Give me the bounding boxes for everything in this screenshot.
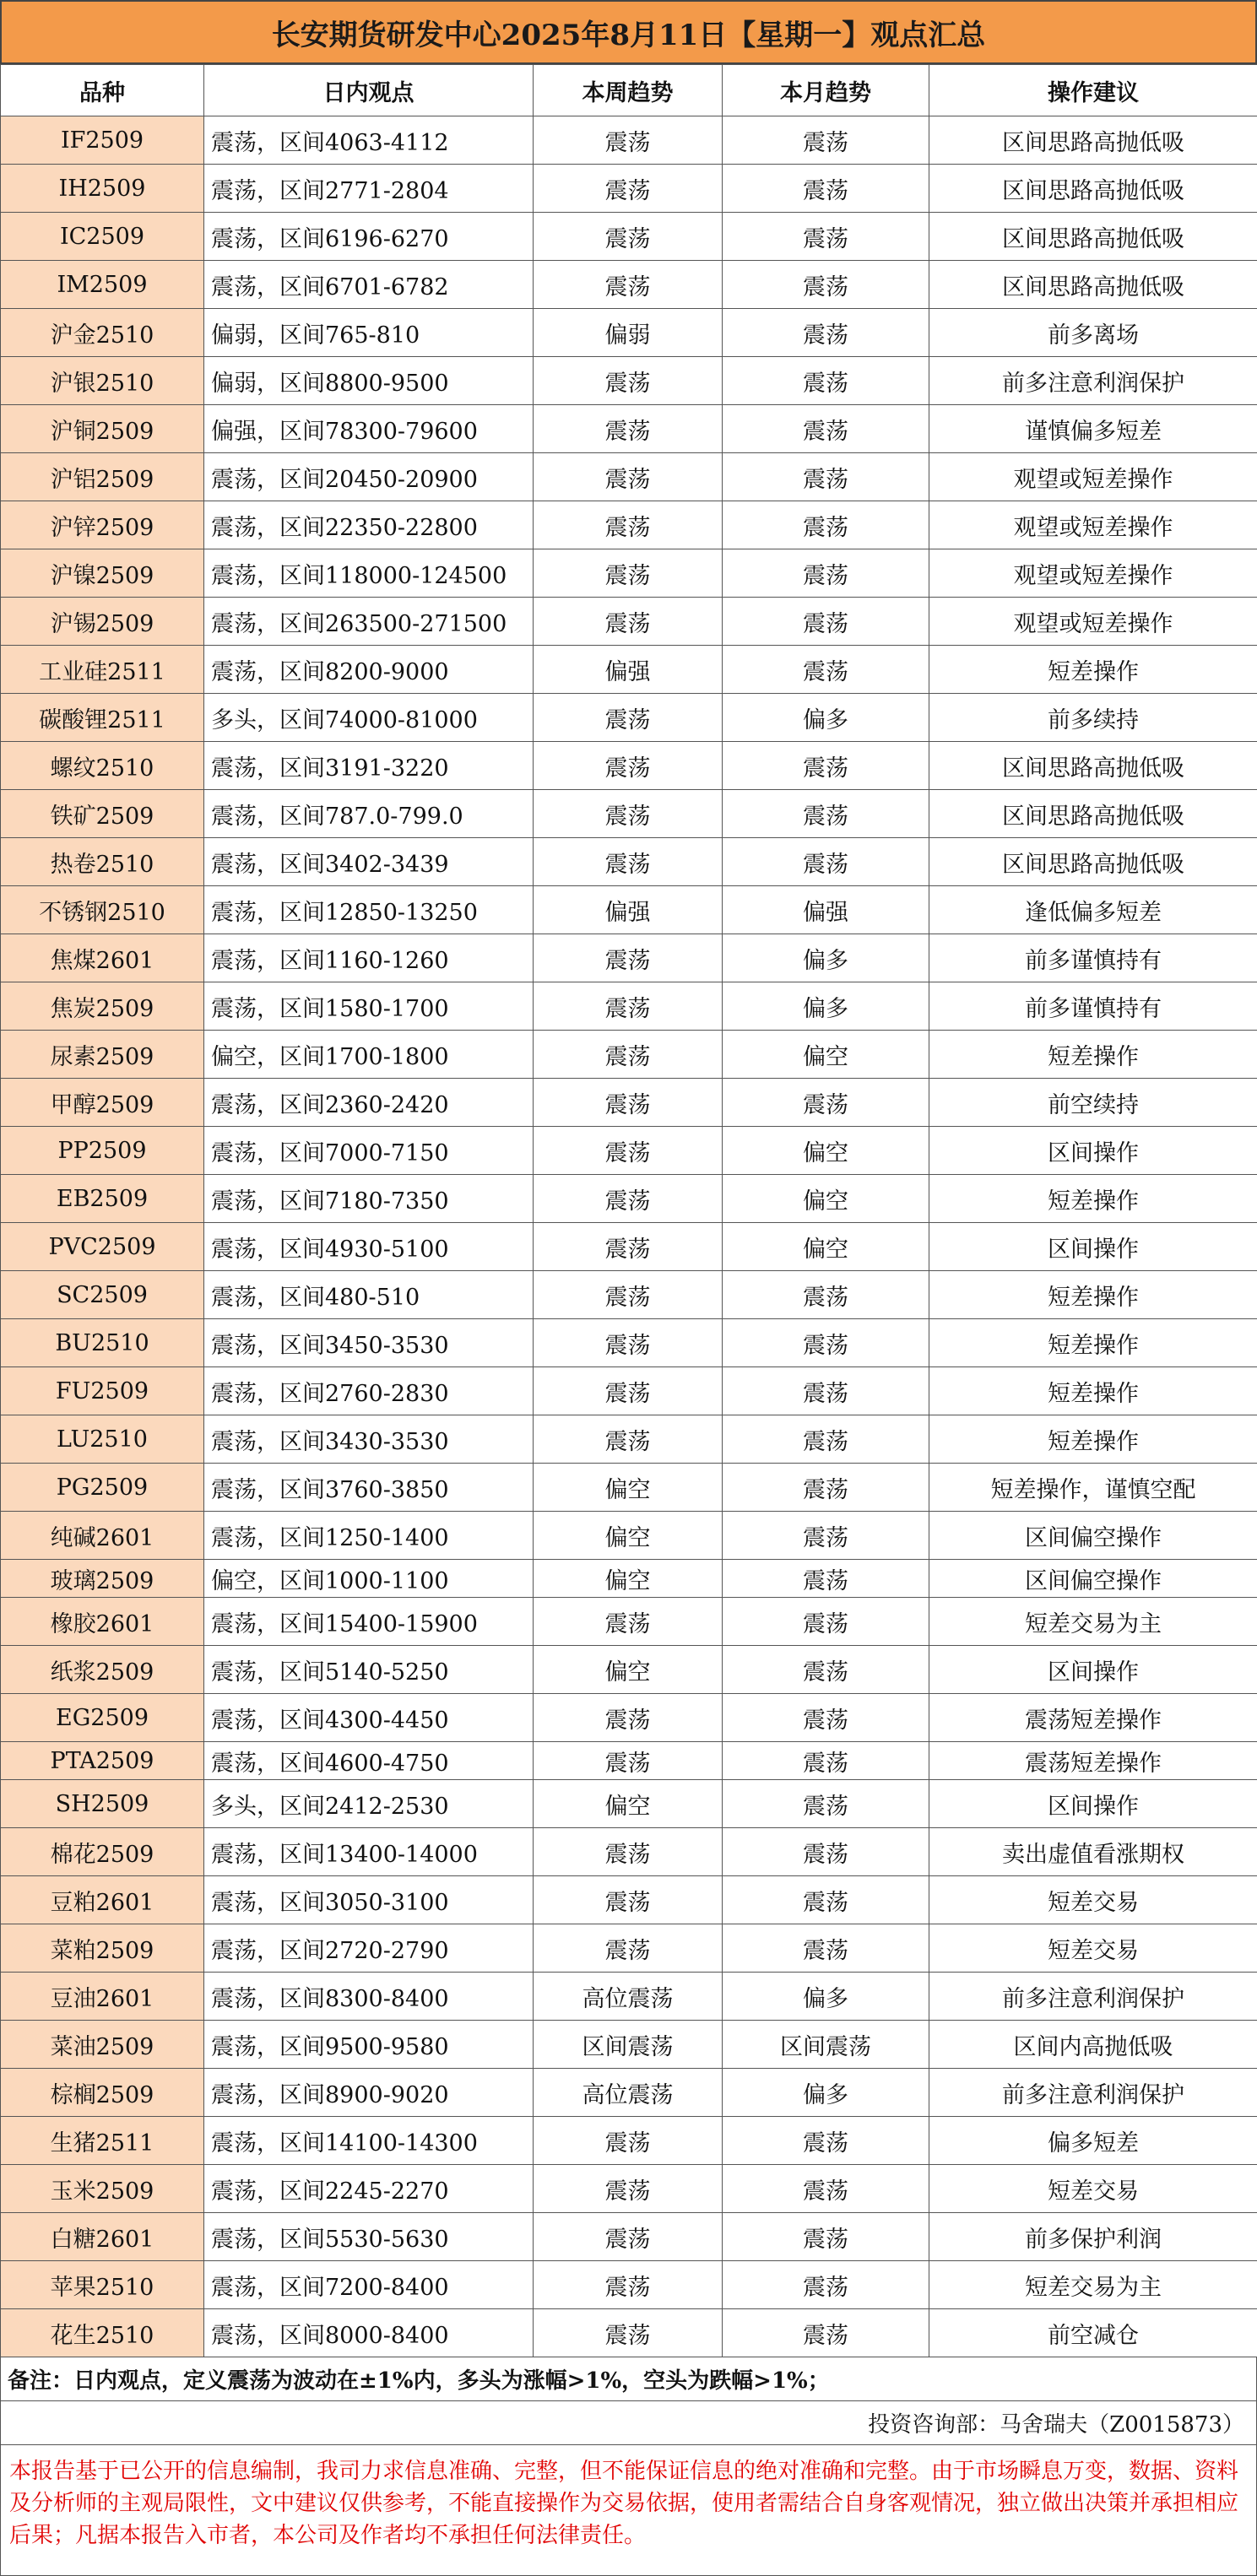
cell-week-trend: 震荡 xyxy=(534,116,723,165)
table-row xyxy=(1,2117,1257,2165)
table-row xyxy=(1,1924,1257,1973)
cell-variety: 豆粕2601 xyxy=(1,1876,204,1924)
cell-advice: 区间操作 xyxy=(929,1127,1257,1175)
cell-week-trend: 偏空 xyxy=(534,1646,723,1694)
cell-week-trend: 偏强 xyxy=(534,646,723,694)
cell-variety: 焦煤2601 xyxy=(1,934,204,982)
cell-advice: 区间思路高抛低吸 xyxy=(929,838,1257,886)
cell-advice: 短差交易 xyxy=(929,1924,1257,1973)
cell-advice: 区间思路高抛低吸 xyxy=(929,213,1257,261)
cell-variety: 沪锡2509 xyxy=(1,598,204,646)
cell-week-trend: 震荡 xyxy=(534,982,723,1031)
header-advice: 操作建议 xyxy=(929,65,1257,116)
cell-advice: 偏多短差 xyxy=(929,2117,1257,2165)
cell-week-trend: 偏弱 xyxy=(534,309,723,357)
cell-intraday-view: 震荡，区间15400-15900 xyxy=(204,1598,534,1646)
cell-variety: LU2510 xyxy=(1,1415,204,1464)
table-row xyxy=(1,1512,1257,1560)
cell-week-trend: 震荡 xyxy=(534,2309,723,2357)
cell-week-trend: 震荡 xyxy=(534,2117,723,2165)
cell-month-trend: 震荡 xyxy=(723,1876,929,1924)
cell-variety: 沪铝2509 xyxy=(1,453,204,501)
cell-week-trend: 震荡 xyxy=(534,1415,723,1464)
cell-variety: 焦炭2509 xyxy=(1,982,204,1031)
views-table xyxy=(0,64,1257,2357)
cell-month-trend: 偏空 xyxy=(723,1175,929,1223)
table-row xyxy=(1,1560,1257,1598)
cell-variety: 尿素2509 xyxy=(1,1031,204,1079)
cell-intraday-view: 震荡，区间4063-4112 xyxy=(204,116,534,165)
cell-variety: 棕榈2509 xyxy=(1,2069,204,2117)
table-body xyxy=(1,116,1257,2357)
header-intraday-view: 日内观点 xyxy=(204,65,534,116)
cell-intraday-view: 震荡，区间7200-8400 xyxy=(204,2261,534,2309)
cell-advice: 区间操作 xyxy=(929,1223,1257,1271)
table-row xyxy=(1,1127,1257,1175)
cell-variety: 生猪2511 xyxy=(1,2117,204,2165)
cell-intraday-view: 震荡，区间787.0-799.0 xyxy=(204,790,534,838)
cell-week-trend: 震荡 xyxy=(534,694,723,742)
cell-week-trend: 震荡 xyxy=(534,598,723,646)
cell-month-trend: 震荡 xyxy=(723,1828,929,1876)
cell-advice: 前多注意利润保护 xyxy=(929,1973,1257,2021)
cell-month-trend: 震荡 xyxy=(723,357,929,405)
cell-advice: 区间思路高抛低吸 xyxy=(929,790,1257,838)
cell-month-trend: 震荡 xyxy=(723,501,929,549)
cell-variety: 螺纹2510 xyxy=(1,742,204,790)
cell-advice: 短差操作 xyxy=(929,1031,1257,1079)
cell-variety: SH2509 xyxy=(1,1780,204,1828)
cell-variety: 苹果2510 xyxy=(1,2261,204,2309)
cell-variety: BU2510 xyxy=(1,1319,204,1367)
cell-advice: 短差交易 xyxy=(929,1876,1257,1924)
cell-variety: 豆油2601 xyxy=(1,1973,204,2021)
table-row xyxy=(1,598,1257,646)
cell-month-trend: 震荡 xyxy=(723,1464,929,1512)
cell-variety: PG2509 xyxy=(1,1464,204,1512)
cell-month-trend: 震荡 xyxy=(723,1598,929,1646)
table-row xyxy=(1,1828,1257,1876)
cell-advice: 区间偏空操作 xyxy=(929,1560,1257,1598)
cell-intraday-view: 震荡，区间8200-9000 xyxy=(204,646,534,694)
cell-week-trend: 震荡 xyxy=(534,261,723,309)
cell-month-trend: 震荡 xyxy=(723,2117,929,2165)
cell-variety: 花生2510 xyxy=(1,2309,204,2357)
cell-week-trend: 偏空 xyxy=(534,1560,723,1598)
cell-intraday-view: 震荡，区间14100-14300 xyxy=(204,2117,534,2165)
cell-variety: 热卷2510 xyxy=(1,838,204,886)
cell-week-trend: 偏空 xyxy=(534,1464,723,1512)
cell-month-trend: 偏空 xyxy=(723,1223,929,1271)
cell-week-trend: 偏空 xyxy=(534,1780,723,1828)
cell-month-trend: 偏多 xyxy=(723,1973,929,2021)
cell-month-trend: 震荡 xyxy=(723,1560,929,1598)
table-row xyxy=(1,1223,1257,1271)
table-row xyxy=(1,1415,1257,1464)
cell-week-trend: 震荡 xyxy=(534,501,723,549)
cell-month-trend: 偏空 xyxy=(723,1127,929,1175)
cell-advice: 观望或短差操作 xyxy=(929,501,1257,549)
cell-advice: 前多注意利润保护 xyxy=(929,2069,1257,2117)
cell-week-trend: 震荡 xyxy=(534,742,723,790)
cell-advice: 谨慎偏多短差 xyxy=(929,405,1257,453)
cell-month-trend: 震荡 xyxy=(723,261,929,309)
cell-variety: EG2509 xyxy=(1,1694,204,1742)
cell-week-trend: 震荡 xyxy=(534,1876,723,1924)
cell-month-trend: 偏多 xyxy=(723,934,929,982)
cell-variety: IM2509 xyxy=(1,261,204,309)
cell-variety: 玻璃2509 xyxy=(1,1560,204,1598)
table-row xyxy=(1,838,1257,886)
cell-intraday-view: 震荡，区间1250-1400 xyxy=(204,1512,534,1560)
cell-week-trend: 震荡 xyxy=(534,165,723,213)
cell-advice: 区间思路高抛低吸 xyxy=(929,742,1257,790)
cell-variety: 橡胶2601 xyxy=(1,1598,204,1646)
cell-month-trend: 偏多 xyxy=(723,982,929,1031)
cell-month-trend: 震荡 xyxy=(723,1271,929,1319)
cell-month-trend: 震荡 xyxy=(723,838,929,886)
cell-intraday-view: 震荡，区间3402-3439 xyxy=(204,838,534,886)
cell-month-trend: 震荡 xyxy=(723,1646,929,1694)
cell-week-trend: 区间震荡 xyxy=(534,2021,723,2069)
cell-intraday-view: 震荡，区间3430-3530 xyxy=(204,1415,534,1464)
cell-intraday-view: 震荡，区间7180-7350 xyxy=(204,1175,534,1223)
cell-advice: 短差操作 xyxy=(929,646,1257,694)
cell-week-trend: 震荡 xyxy=(534,1175,723,1223)
cell-intraday-view: 震荡，区间5530-5630 xyxy=(204,2213,534,2261)
cell-advice: 观望或短差操作 xyxy=(929,549,1257,598)
cell-advice: 观望或短差操作 xyxy=(929,453,1257,501)
table-row xyxy=(1,790,1257,838)
cell-variety: SC2509 xyxy=(1,1271,204,1319)
cell-intraday-view: 震荡，区间263500-271500 xyxy=(204,598,534,646)
cell-advice: 前空减仓 xyxy=(929,2309,1257,2357)
cell-advice: 短差操作 xyxy=(929,1175,1257,1223)
cell-week-trend: 震荡 xyxy=(534,549,723,598)
cell-advice: 区间偏空操作 xyxy=(929,1512,1257,1560)
disclaimer: 本报告基于已公开的信息编制，我司力求信息准确、完整，但不能保证信息的绝对准确和完整。由于市场瞬息万变，数据、资料及分析师的主观局限性，文中建议仅供参考，不能直接操作为交易依据，使用者需结合自身客观情况，独立做出决策并承担相应后果；凡据本报告入市者，本公司及作者均不承担任何法律责任。 xyxy=(0,2445,1257,2576)
cell-month-trend: 震荡 xyxy=(723,1694,929,1742)
cell-week-trend: 震荡 xyxy=(534,1828,723,1876)
cell-advice: 区间内高抛低吸 xyxy=(929,2021,1257,2069)
table-row xyxy=(1,261,1257,309)
cell-week-trend: 震荡 xyxy=(534,934,723,982)
cell-month-trend: 偏多 xyxy=(723,694,929,742)
cell-intraday-view: 震荡，区间5140-5250 xyxy=(204,1646,534,1694)
cell-week-trend: 震荡 xyxy=(534,213,723,261)
cell-month-trend: 震荡 xyxy=(723,549,929,598)
cell-advice: 前多保护利润 xyxy=(929,2213,1257,2261)
cell-month-trend: 震荡 xyxy=(723,405,929,453)
cell-variety: 玉米2509 xyxy=(1,2165,204,2213)
cell-advice: 短差操作 xyxy=(929,1271,1257,1319)
note: 备注：日内观点，定义震荡为波动在±1%内，多头为涨幅>1%，空头为跌幅>1%； xyxy=(0,2357,1257,2401)
cell-intraday-view: 震荡，区间2360-2420 xyxy=(204,1079,534,1127)
cell-intraday-view: 偏空，区间1000-1100 xyxy=(204,1560,534,1598)
cell-intraday-view: 震荡，区间22350-22800 xyxy=(204,501,534,549)
cell-intraday-view: 震荡，区间8000-8400 xyxy=(204,2309,534,2357)
cell-week-trend: 震荡 xyxy=(534,1924,723,1973)
cell-month-trend: 震荡 xyxy=(723,116,929,165)
cell-intraday-view: 震荡，区间3760-3850 xyxy=(204,1464,534,1512)
cell-month-trend: 震荡 xyxy=(723,2213,929,2261)
table-row xyxy=(1,1031,1257,1079)
cell-week-trend: 震荡 xyxy=(534,838,723,886)
table-row xyxy=(1,1973,1257,2021)
cell-intraday-view: 震荡，区间9500-9580 xyxy=(204,2021,534,2069)
cell-advice: 前多谨慎持有 xyxy=(929,934,1257,982)
table-row xyxy=(1,1694,1257,1742)
table-row xyxy=(1,1780,1257,1828)
cell-month-trend: 震荡 xyxy=(723,165,929,213)
table-row xyxy=(1,453,1257,501)
table-row xyxy=(1,1464,1257,1512)
cell-intraday-view: 震荡，区间7000-7150 xyxy=(204,1127,534,1175)
cell-variety: PTA2509 xyxy=(1,1742,204,1780)
cell-advice: 前多续持 xyxy=(929,694,1257,742)
report-title: 长安期货研发中心2025年8月11日【星期一】观点汇总 xyxy=(0,0,1257,64)
cell-week-trend: 震荡 xyxy=(534,1694,723,1742)
cell-advice: 观望或短差操作 xyxy=(929,598,1257,646)
table-row xyxy=(1,213,1257,261)
cell-week-trend: 震荡 xyxy=(534,453,723,501)
cell-variety: IF2509 xyxy=(1,116,204,165)
cell-variety: 菜油2509 xyxy=(1,2021,204,2069)
cell-intraday-view: 震荡，区间3191-3220 xyxy=(204,742,534,790)
cell-month-trend: 震荡 xyxy=(723,1319,929,1367)
cell-week-trend: 高位震荡 xyxy=(534,2069,723,2117)
cell-advice: 区间思路高抛低吸 xyxy=(929,165,1257,213)
cell-advice: 震荡短差操作 xyxy=(929,1694,1257,1742)
cell-variety: 甲醇2509 xyxy=(1,1079,204,1127)
cell-month-trend: 震荡 xyxy=(723,1367,929,1415)
cell-variety: 碳酸锂2511 xyxy=(1,694,204,742)
cell-advice: 短差操作 xyxy=(929,1319,1257,1367)
cell-intraday-view: 震荡，区间4600-4750 xyxy=(204,1742,534,1780)
cell-intraday-view: 偏空，区间1700-1800 xyxy=(204,1031,534,1079)
cell-advice: 前多谨慎持有 xyxy=(929,982,1257,1031)
contact: 投资咨询部：马舍瑞夫（Z0015873） xyxy=(0,2401,1257,2445)
cell-advice: 短差交易为主 xyxy=(929,1598,1257,1646)
cell-month-trend: 震荡 xyxy=(723,453,929,501)
cell-month-trend: 震荡 xyxy=(723,1924,929,1973)
table-row xyxy=(1,501,1257,549)
cell-intraday-view: 震荡，区间118000-124500 xyxy=(204,549,534,598)
table-row xyxy=(1,2261,1257,2309)
cell-advice: 区间思路高抛低吸 xyxy=(929,116,1257,165)
cell-variety: PVC2509 xyxy=(1,1223,204,1271)
cell-intraday-view: 震荡，区间2720-2790 xyxy=(204,1924,534,1973)
cell-variety: 沪银2510 xyxy=(1,357,204,405)
cell-month-trend: 震荡 xyxy=(723,213,929,261)
cell-month-trend: 震荡 xyxy=(723,646,929,694)
cell-advice: 短差交易 xyxy=(929,2165,1257,2213)
table-row xyxy=(1,309,1257,357)
cell-month-trend: 震荡 xyxy=(723,1780,929,1828)
cell-week-trend: 震荡 xyxy=(534,405,723,453)
cell-month-trend: 震荡 xyxy=(723,2261,929,2309)
header-week-trend: 本周趋势 xyxy=(534,65,723,116)
cell-variety: 白糖2601 xyxy=(1,2213,204,2261)
cell-advice: 区间操作 xyxy=(929,1646,1257,1694)
cell-month-trend: 震荡 xyxy=(723,742,929,790)
cell-advice: 逢低偏多短差 xyxy=(929,886,1257,934)
cell-advice: 区间思路高抛低吸 xyxy=(929,261,1257,309)
cell-week-trend: 震荡 xyxy=(534,357,723,405)
cell-week-trend: 震荡 xyxy=(534,1742,723,1780)
table-row xyxy=(1,1646,1257,1694)
cell-intraday-view: 震荡，区间480-510 xyxy=(204,1271,534,1319)
cell-intraday-view: 震荡，区间8300-8400 xyxy=(204,1973,534,2021)
cell-month-trend: 偏空 xyxy=(723,1031,929,1079)
table-row xyxy=(1,1876,1257,1924)
cell-advice: 前空续持 xyxy=(929,1079,1257,1127)
cell-intraday-view: 震荡，区间1160-1260 xyxy=(204,934,534,982)
cell-week-trend: 震荡 xyxy=(534,1223,723,1271)
table-row xyxy=(1,1319,1257,1367)
cell-advice: 短差操作 xyxy=(929,1415,1257,1464)
cell-intraday-view: 震荡，区间20450-20900 xyxy=(204,453,534,501)
cell-intraday-view: 多头，区间2412-2530 xyxy=(204,1780,534,1828)
cell-variety: EB2509 xyxy=(1,1175,204,1223)
cell-intraday-view: 偏弱，区间765-810 xyxy=(204,309,534,357)
cell-intraday-view: 震荡，区间6196-6270 xyxy=(204,213,534,261)
cell-intraday-view: 震荡，区间12850-13250 xyxy=(204,886,534,934)
cell-week-trend: 震荡 xyxy=(534,1271,723,1319)
cell-week-trend: 震荡 xyxy=(534,2213,723,2261)
cell-advice: 前多离场 xyxy=(929,309,1257,357)
table-row xyxy=(1,116,1257,165)
table-row xyxy=(1,742,1257,790)
cell-month-trend: 震荡 xyxy=(723,2165,929,2213)
cell-advice: 短差操作 xyxy=(929,1367,1257,1415)
table-row xyxy=(1,549,1257,598)
cell-variety: 工业硅2511 xyxy=(1,646,204,694)
table-row xyxy=(1,1367,1257,1415)
cell-variety: 铁矿2509 xyxy=(1,790,204,838)
cell-variety: 纸浆2509 xyxy=(1,1646,204,1694)
cell-intraday-view: 震荡，区间4300-4450 xyxy=(204,1694,534,1742)
cell-variety: 不锈钢2510 xyxy=(1,886,204,934)
cell-month-trend: 震荡 xyxy=(723,1079,929,1127)
cell-variety: 纯碱2601 xyxy=(1,1512,204,1560)
cell-week-trend: 震荡 xyxy=(534,1367,723,1415)
cell-variety: IC2509 xyxy=(1,213,204,261)
cell-month-trend: 震荡 xyxy=(723,309,929,357)
table-row xyxy=(1,934,1257,982)
cell-week-trend: 震荡 xyxy=(534,790,723,838)
cell-advice: 卖出虚值看涨期权 xyxy=(929,1828,1257,1876)
cell-month-trend: 震荡 xyxy=(723,1742,929,1780)
cell-intraday-view: 震荡，区间8900-9020 xyxy=(204,2069,534,2117)
table-row xyxy=(1,2021,1257,2069)
cell-intraday-view: 震荡，区间2245-2270 xyxy=(204,2165,534,2213)
cell-month-trend: 震荡 xyxy=(723,1512,929,1560)
table-header-row xyxy=(1,65,1257,116)
cell-month-trend: 震荡 xyxy=(723,1415,929,1464)
cell-intraday-view: 震荡，区间2760-2830 xyxy=(204,1367,534,1415)
cell-week-trend: 震荡 xyxy=(534,1319,723,1367)
table-row xyxy=(1,1175,1257,1223)
cell-intraday-view: 多头，区间74000-81000 xyxy=(204,694,534,742)
cell-week-trend: 高位震荡 xyxy=(534,1973,723,2021)
cell-advice: 前多注意利润保护 xyxy=(929,357,1257,405)
cell-month-trend: 区间震荡 xyxy=(723,2021,929,2069)
table-row xyxy=(1,2309,1257,2357)
cell-week-trend: 偏空 xyxy=(534,1512,723,1560)
cell-month-trend: 偏强 xyxy=(723,886,929,934)
cell-week-trend: 震荡 xyxy=(534,1079,723,1127)
cell-month-trend: 震荡 xyxy=(723,598,929,646)
cell-week-trend: 震荡 xyxy=(534,1127,723,1175)
cell-intraday-view: 震荡，区间4930-5100 xyxy=(204,1223,534,1271)
cell-intraday-view: 震荡，区间1580-1700 xyxy=(204,982,534,1031)
table-row xyxy=(1,1598,1257,1646)
table-row xyxy=(1,2213,1257,2261)
cell-variety: 棉花2509 xyxy=(1,1828,204,1876)
cell-week-trend: 震荡 xyxy=(534,2261,723,2309)
cell-month-trend: 震荡 xyxy=(723,2309,929,2357)
header-variety: 品种 xyxy=(1,65,204,116)
cell-intraday-view: 震荡，区间3050-3100 xyxy=(204,1876,534,1924)
table-row xyxy=(1,646,1257,694)
cell-intraday-view: 震荡，区间6701-6782 xyxy=(204,261,534,309)
cell-month-trend: 震荡 xyxy=(723,790,929,838)
table-row xyxy=(1,1271,1257,1319)
cell-variety: 沪镍2509 xyxy=(1,549,204,598)
cell-variety: 菜粕2509 xyxy=(1,1924,204,1973)
table-row xyxy=(1,165,1257,213)
cell-week-trend: 震荡 xyxy=(534,1031,723,1079)
cell-variety: 沪金2510 xyxy=(1,309,204,357)
table-row xyxy=(1,1079,1257,1127)
table-row xyxy=(1,405,1257,453)
cell-intraday-view: 震荡，区间2771-2804 xyxy=(204,165,534,213)
cell-advice: 区间操作 xyxy=(929,1780,1257,1828)
cell-week-trend: 震荡 xyxy=(534,2165,723,2213)
table-row xyxy=(1,694,1257,742)
table-row xyxy=(1,886,1257,934)
cell-variety: 沪锌2509 xyxy=(1,501,204,549)
cell-intraday-view: 偏强，区间78300-79600 xyxy=(204,405,534,453)
table-row xyxy=(1,982,1257,1031)
cell-intraday-view: 震荡，区间13400-14000 xyxy=(204,1828,534,1876)
cell-advice: 震荡短差操作 xyxy=(929,1742,1257,1780)
cell-week-trend: 震荡 xyxy=(534,1598,723,1646)
header-month-trend: 本月趋势 xyxy=(723,65,929,116)
cell-advice: 短差操作，谨慎空配 xyxy=(929,1464,1257,1512)
table-row xyxy=(1,1742,1257,1780)
cell-variety: 沪铜2509 xyxy=(1,405,204,453)
cell-variety: PP2509 xyxy=(1,1127,204,1175)
cell-variety: FU2509 xyxy=(1,1367,204,1415)
cell-intraday-view: 偏弱，区间8800-9500 xyxy=(204,357,534,405)
cell-month-trend: 偏多 xyxy=(723,2069,929,2117)
cell-variety: IH2509 xyxy=(1,165,204,213)
table-row xyxy=(1,2069,1257,2117)
cell-intraday-view: 震荡，区间3450-3530 xyxy=(204,1319,534,1367)
cell-advice: 短差交易为主 xyxy=(929,2261,1257,2309)
cell-week-trend: 偏强 xyxy=(534,886,723,934)
table-row xyxy=(1,2165,1257,2213)
table-row xyxy=(1,357,1257,405)
